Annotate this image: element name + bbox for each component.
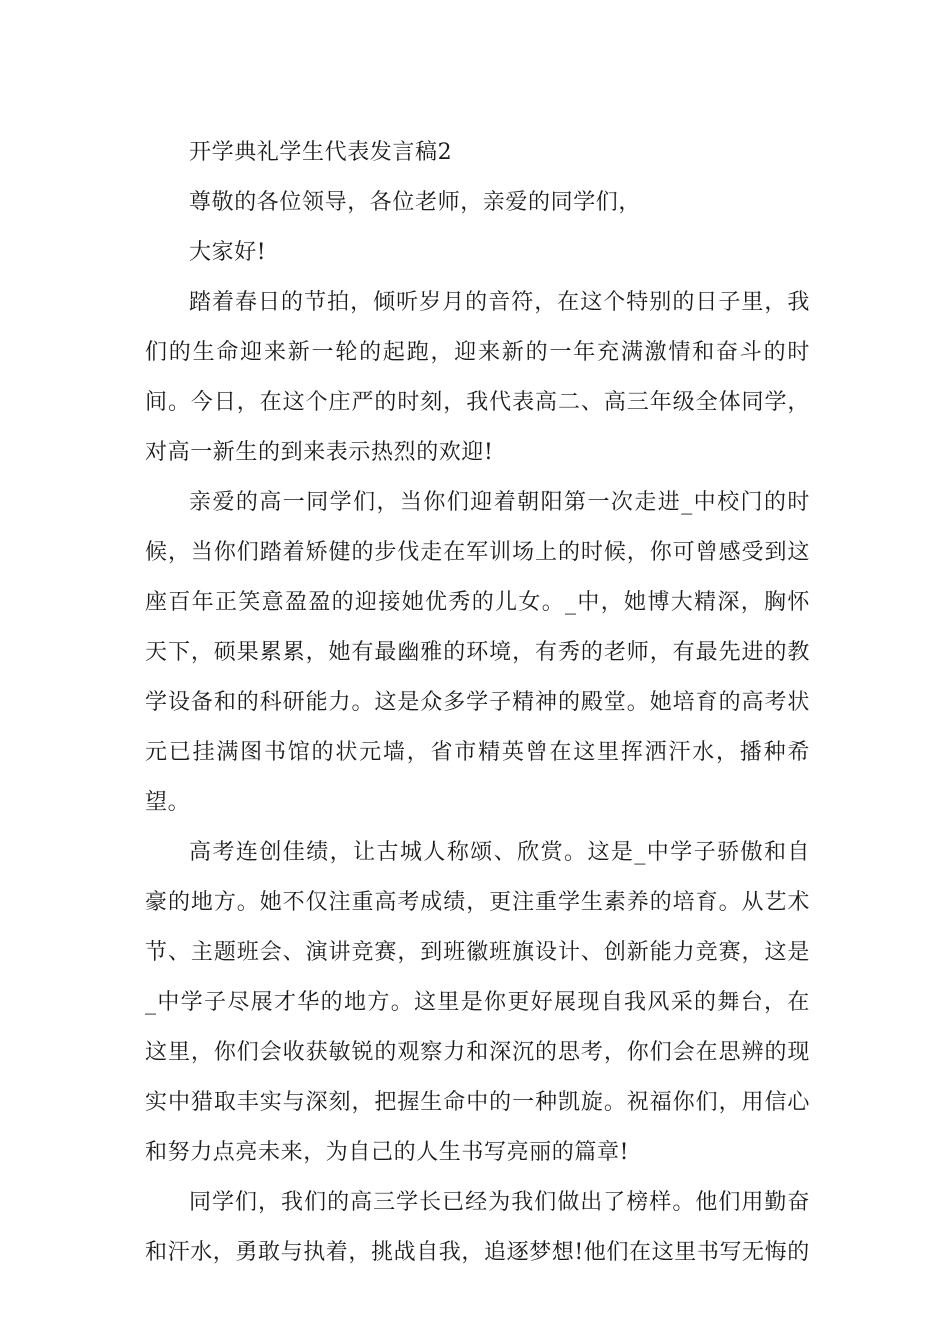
paragraph-1: 踏着春日的节拍，倾听岁月的音符，在这个特别的日子里，我们的生命迎来新一轮的起跑，迎来新的一年充满激情和奋斗的时间。今日，在这个庄严的时刻，我代表高二、高三年级全体同学，对高一新生的到来表示热烈的欢迎! [145,290,810,465]
salutation: 尊敬的各位领导，各位老师，亲爱的同学们， [189,190,642,215]
document-body [145,128,810,1278]
paragraph-2: 亲爱的高一同学们，当你们迎着朝阳第一次走进_中校门的时候，当你们踏着矫健的步伐走在军训场上的时候，你可曾感受到这座百年正笑意盈盈的迎接她优秀的儿女。_中，她博大精深，胸怀天下，硕果累累，她有最幽雅的环境，有秀的老师，有最先进的教学设备和的科研能力。这是众多学子精神的殿堂。她培育的高考状元已挂满图书馆的状元墙，省市精英曾在这里挥洒汗水，播种希望。 [145,490,810,815]
paragraph-3: 高考连创佳绩，让古城人称颂、欣赏。这是_中学子骄傲和自豪的地方。她不仅注重高考成绩，更注重学生素养的培育。从艺术节、主题班会、演讲竞赛，到班徽班旗设计、创新能力竞赛，这是_中学子尽展才华的地方。这里是你更好展现自我风采的舞台，在这里，你们会收获敏锐的观察力和深沉的思考，你们会在思辨的现实中猎取丰实与深刻，把握生命中的一种凯旋。祝福你们，用信心和努力点亮未来，为自己的人生书写亮丽的篇章! [145,840,810,1165]
document-title: 开学典礼学生代表发言稿2 [189,140,453,165]
paragraph-4: 同学们，我们的高三学长已经为我们做出了榜样。他们用勤奋和汗水，勇敢与执着，挑战自我，追逐梦想!他们在这里书写无悔的 [145,1190,810,1265]
greeting: 大家好! [189,240,267,265]
